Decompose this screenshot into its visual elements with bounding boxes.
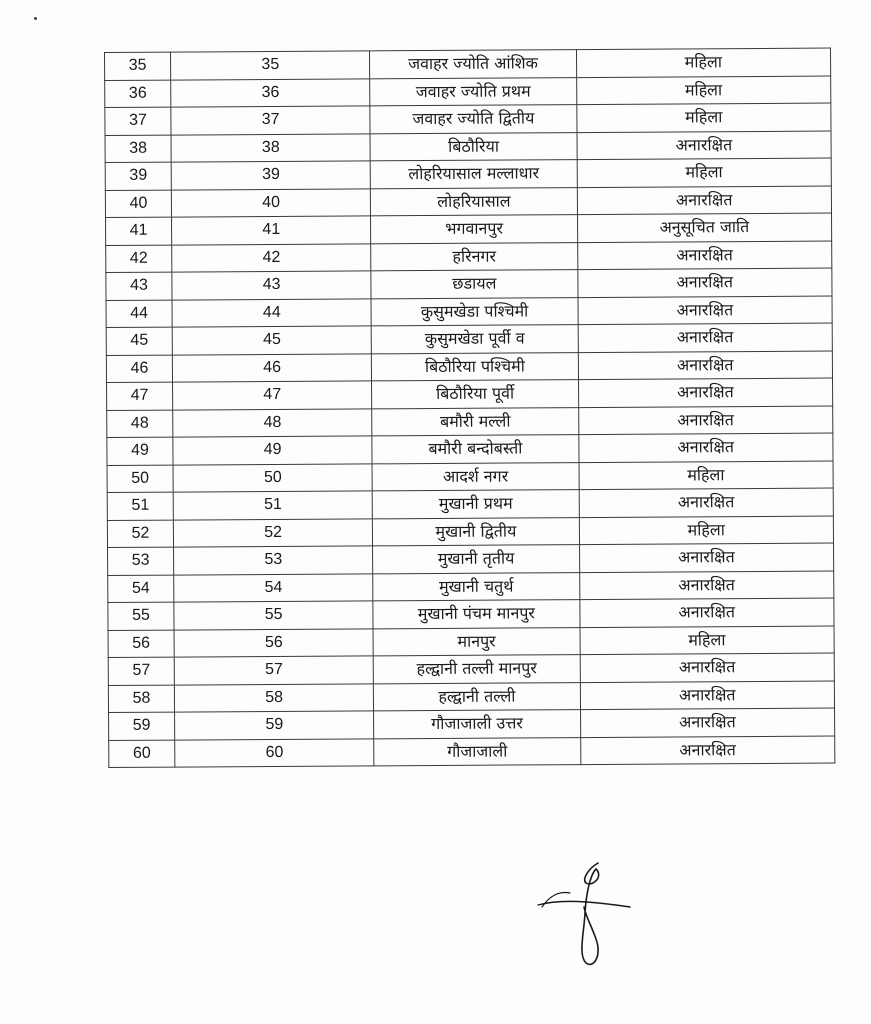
serial-number-cell: 58 — [108, 685, 174, 713]
serial-number-cell: 36 — [105, 80, 171, 108]
reservation-category-cell: अनारक्षित — [577, 131, 832, 160]
reservation-category-cell: अनारक्षित — [578, 406, 833, 435]
ward-number-cell: 56 — [174, 628, 373, 657]
table-row — [105, 48, 831, 80]
serial-number-cell: 51 — [107, 492, 173, 520]
ward-name-cell: लोहरियासाल — [371, 187, 577, 216]
reservation-category-cell: अनारक्षित — [580, 708, 835, 737]
reservation-category-cell: अनारक्षित — [578, 433, 833, 462]
ward-name-cell: मानपुर — [373, 627, 579, 656]
ward-name-cell: कुसुमखेडा पूर्वी व — [372, 325, 578, 354]
ward-number-cell: 42 — [172, 243, 371, 272]
ward-number-cell: 52 — [173, 518, 372, 547]
ward-number-cell: 53 — [174, 546, 373, 575]
ward-number-cell: 43 — [172, 271, 371, 300]
ward-name-cell: बिठौरिया — [370, 132, 576, 161]
table-row — [106, 241, 832, 273]
serial-number-cell: 56 — [108, 630, 174, 658]
ward-name-cell: बिठौरिया पश्चिमी — [372, 352, 578, 381]
reservation-category-cell: अनारक्षित — [578, 296, 833, 325]
ward-reservation-table — [104, 48, 835, 768]
ward-name-cell: छडायल — [371, 270, 577, 299]
reservation-category-cell: अनारक्षित — [580, 681, 835, 710]
scan-speck — [34, 17, 37, 20]
ward-name-cell: हरिनगर — [371, 242, 577, 271]
serial-number-cell: 43 — [106, 272, 172, 300]
ward-name-cell: मुखानी द्वितीय — [373, 517, 579, 546]
reservation-category-cell: अनारक्षित — [577, 268, 832, 297]
ward-name-cell: मुखानी पंचम मानपुर — [373, 600, 579, 629]
ward-name-cell: गौजाजाली — [374, 737, 580, 766]
reservation-category-cell: अनारक्षित — [577, 186, 832, 215]
reservation-category-cell: महिला — [577, 158, 832, 187]
ward-name-cell: आदर्श नगर — [372, 462, 578, 491]
serial-number-cell: 54 — [108, 575, 174, 603]
ward-number-cell: 55 — [174, 601, 373, 630]
ward-number-cell: 47 — [173, 381, 372, 410]
table-row — [105, 158, 831, 190]
serial-number-cell: 52 — [107, 520, 173, 548]
ward-number-cell: 54 — [174, 573, 373, 602]
serial-number-cell: 44 — [106, 300, 172, 328]
reservation-category-cell: अनारक्षित — [579, 598, 834, 627]
table-row — [108, 681, 834, 713]
ward-number-cell: 59 — [175, 711, 374, 740]
table-row — [106, 213, 832, 245]
table-row — [107, 406, 833, 438]
table-row — [105, 103, 831, 135]
ward-number-cell: 38 — [171, 133, 370, 162]
ward-name-cell: भगवानपुर — [371, 215, 577, 244]
serial-number-cell: 57 — [108, 657, 174, 685]
table-row — [107, 516, 833, 548]
table-row — [108, 543, 834, 575]
serial-number-cell: 49 — [107, 437, 173, 465]
ward-name-cell: मुखानी प्रथम — [373, 490, 579, 519]
table-row — [109, 708, 835, 740]
serial-number-cell: 48 — [107, 410, 173, 438]
reservation-category-cell: अनारक्षित — [579, 488, 834, 517]
table-row — [106, 296, 832, 328]
ward-number-cell: 50 — [173, 463, 372, 492]
ward-name-cell: मुखानी चतुर्थ — [373, 572, 579, 601]
table-row — [106, 323, 832, 355]
table-row — [108, 571, 834, 603]
ward-number-cell: 39 — [171, 161, 370, 190]
serial-number-cell: 60 — [109, 740, 175, 768]
ward-number-cell: 40 — [171, 188, 370, 217]
signature-icon — [530, 855, 650, 975]
table-row — [107, 378, 833, 410]
ward-name-cell: जवाहर ज्योति प्रथम — [370, 77, 576, 106]
ward-name-cell: बमौरी मल्ली — [372, 407, 578, 436]
reservation-category-cell: अनारक्षित — [580, 653, 835, 682]
ward-name-cell: जवाहर ज्योति द्वितीय — [370, 105, 576, 134]
ward-name-cell: कुसुमखेडा पश्चिमी — [371, 297, 577, 326]
table-row — [108, 626, 834, 658]
ward-number-cell: 48 — [173, 408, 372, 437]
serial-number-cell: 41 — [106, 217, 172, 245]
ward-number-cell: 51 — [173, 491, 372, 520]
table-row — [106, 351, 832, 383]
reservation-category-cell: अनारक्षित — [579, 543, 834, 572]
serial-number-cell: 37 — [105, 107, 171, 135]
ward-name-cell: जवाहर ज्योति आंशिक — [370, 50, 576, 79]
ward-name-cell: मुखानी तृतीय — [373, 545, 579, 574]
ward-name-cell: बमौरी बन्दोबस्ती — [372, 435, 578, 464]
ward-number-cell: 58 — [174, 683, 373, 712]
table-row — [105, 76, 831, 108]
ward-name-cell: लोहरियासाल मल्लाधार — [371, 160, 577, 189]
ward-name-cell: हल्द्वानी तल्ली — [374, 682, 580, 711]
serial-number-cell: 38 — [105, 135, 171, 163]
ward-number-cell: 41 — [172, 216, 371, 245]
serial-number-cell: 47 — [107, 382, 173, 410]
ward-number-cell: 60 — [175, 738, 374, 767]
table-row — [108, 653, 834, 685]
reservation-category-cell: महिला — [576, 48, 831, 77]
reservation-category-cell: अनुसूचित जाति — [577, 213, 832, 242]
table-row — [107, 433, 833, 465]
reservation-category-cell: महिला — [576, 103, 831, 132]
reservation-category-cell: महिला — [580, 626, 835, 655]
serial-number-cell: 42 — [106, 245, 172, 273]
ward-number-cell: 46 — [172, 353, 371, 382]
serial-number-cell: 55 — [108, 602, 174, 630]
ward-number-cell: 49 — [173, 436, 372, 465]
serial-number-cell: 35 — [105, 52, 171, 80]
reservation-category-cell: महिला — [576, 76, 831, 105]
reservation-category-cell: अनारक्षित — [578, 323, 833, 352]
table-body — [105, 48, 835, 767]
table-row — [105, 131, 831, 163]
table-row — [105, 186, 831, 218]
ward-number-cell: 35 — [171, 51, 370, 80]
serial-number-cell: 45 — [106, 327, 172, 355]
reservation-category-cell: अनारक्षित — [580, 736, 835, 765]
serial-number-cell: 50 — [107, 465, 173, 493]
serial-number-cell: 53 — [108, 547, 174, 575]
serial-number-cell: 46 — [106, 355, 172, 383]
reservation-category-cell: अनारक्षित — [577, 241, 832, 270]
table-row — [108, 598, 834, 630]
serial-number-cell: 59 — [109, 712, 175, 740]
ward-name-cell: गौजाजाली उत्तर — [374, 710, 580, 739]
reservation-category-cell: अनारक्षित — [578, 351, 833, 380]
ward-number-cell: 36 — [171, 78, 370, 107]
table-row — [109, 736, 835, 768]
serial-number-cell: 39 — [105, 162, 171, 190]
table-row — [107, 461, 833, 493]
table-row — [106, 268, 832, 300]
ward-number-cell: 44 — [172, 298, 371, 327]
reservation-category-cell: महिला — [579, 461, 834, 490]
ward-number-cell: 45 — [172, 326, 371, 355]
ward-name-cell: बिठौरिया पूर्वी — [372, 380, 578, 409]
table-row — [107, 488, 833, 520]
serial-number-cell: 40 — [105, 190, 171, 218]
ward-number-cell: 57 — [174, 656, 373, 685]
reservation-category-cell: अनारक्षित — [579, 571, 834, 600]
reservation-category-cell: अनारक्षित — [578, 378, 833, 407]
ward-number-cell: 37 — [171, 106, 370, 135]
reservation-category-cell: महिला — [579, 516, 834, 545]
ward-name-cell: हल्द्वानी तल्ली मानपुर — [374, 655, 580, 684]
